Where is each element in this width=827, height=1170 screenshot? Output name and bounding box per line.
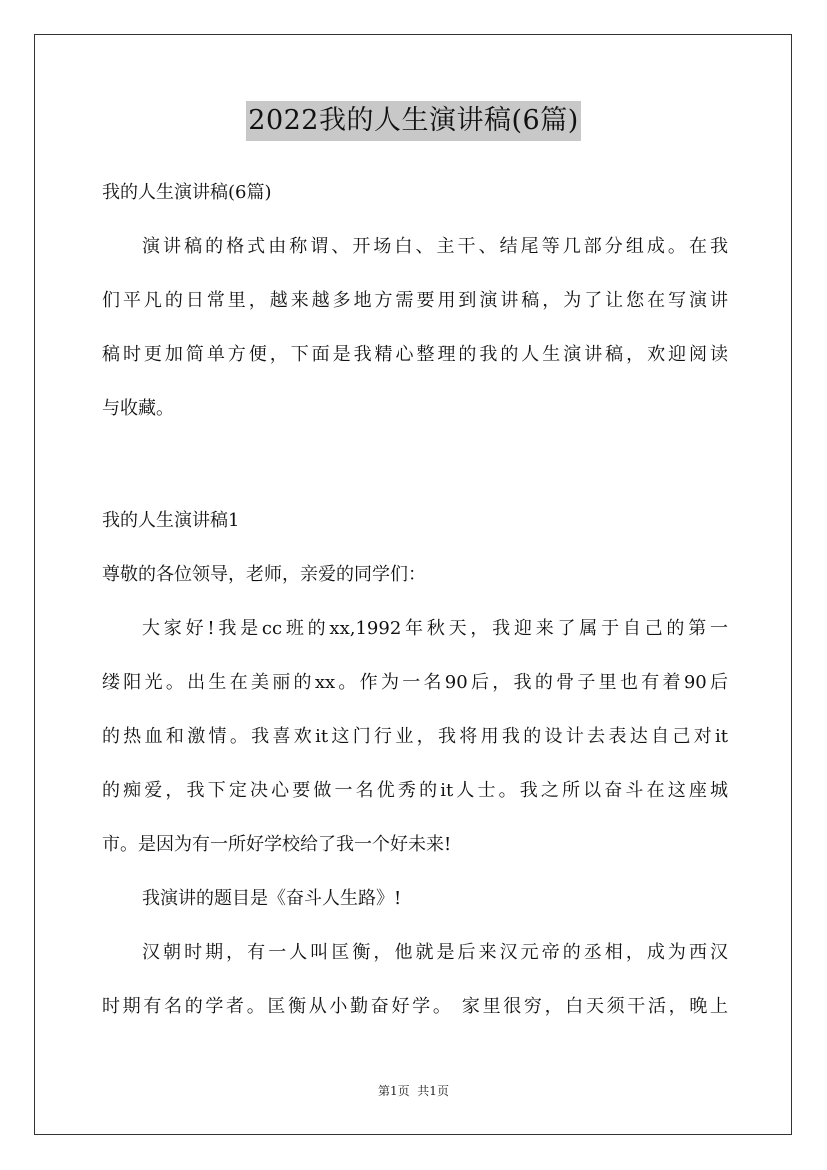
intro-line: 与收藏。 <box>102 398 174 419</box>
subtitle: 我的人生演讲稿(6篇) <box>102 182 272 203</box>
page-footer <box>0 1083 827 1099</box>
intro-line: 们平凡的日常里，越来越多地方需要用到演讲稿，为了让您在写演讲 <box>102 290 728 311</box>
page-number: 第1页 共1页 <box>378 1084 449 1098</box>
paragraph-line: 大家好!我是cc班的xx,1992年秋天，我迎来了属于自己的第一 <box>142 618 728 639</box>
speech-topic: 我演讲的题目是《奋斗人生路》! <box>142 888 402 909</box>
greeting: 尊敬的各位领导，老师，亲爱的同学们： <box>102 564 426 585</box>
section-heading: 我的人生演讲稿1 <box>102 510 240 531</box>
intro-line: 稿时更加简单方便，下面是我精心整理的我的人生演讲稿，欢迎阅读 <box>102 344 728 365</box>
paragraph-line: 的痴爱，我下定决心要做一名优秀的it人士。我之所以奋斗在这座城 <box>102 780 728 801</box>
document-title-wrapper <box>0 101 827 141</box>
document-title: 2022我的人生演讲稿(6篇) <box>246 101 580 141</box>
document-body <box>102 175 728 1043</box>
intro-line: 演讲稿的格式由称谓、开场白、主干、结尾等几部分组成。在我 <box>142 236 728 257</box>
paragraph-line: 的热血和激情。我喜欢it这门行业，我将用我的设计去表达自己对it <box>102 726 728 747</box>
paragraph-gap <box>102 445 728 503</box>
paragraph-line: 市。是因为有一所好学校给了我一个好未来! <box>102 834 452 855</box>
paragraph-line: 缕阳光。出生在美丽的xx。作为一名90后，我的骨子里也有着90后 <box>102 672 728 693</box>
paragraph-line: 时期有名的学者。匡衡从小勤奋好学。 家里很穷，白天须干活，晚上 <box>102 996 728 1017</box>
paragraph-line: 汉朝时期，有一人叫匡衡，他就是后来汉元帝的丞相，成为西汉 <box>142 942 728 963</box>
